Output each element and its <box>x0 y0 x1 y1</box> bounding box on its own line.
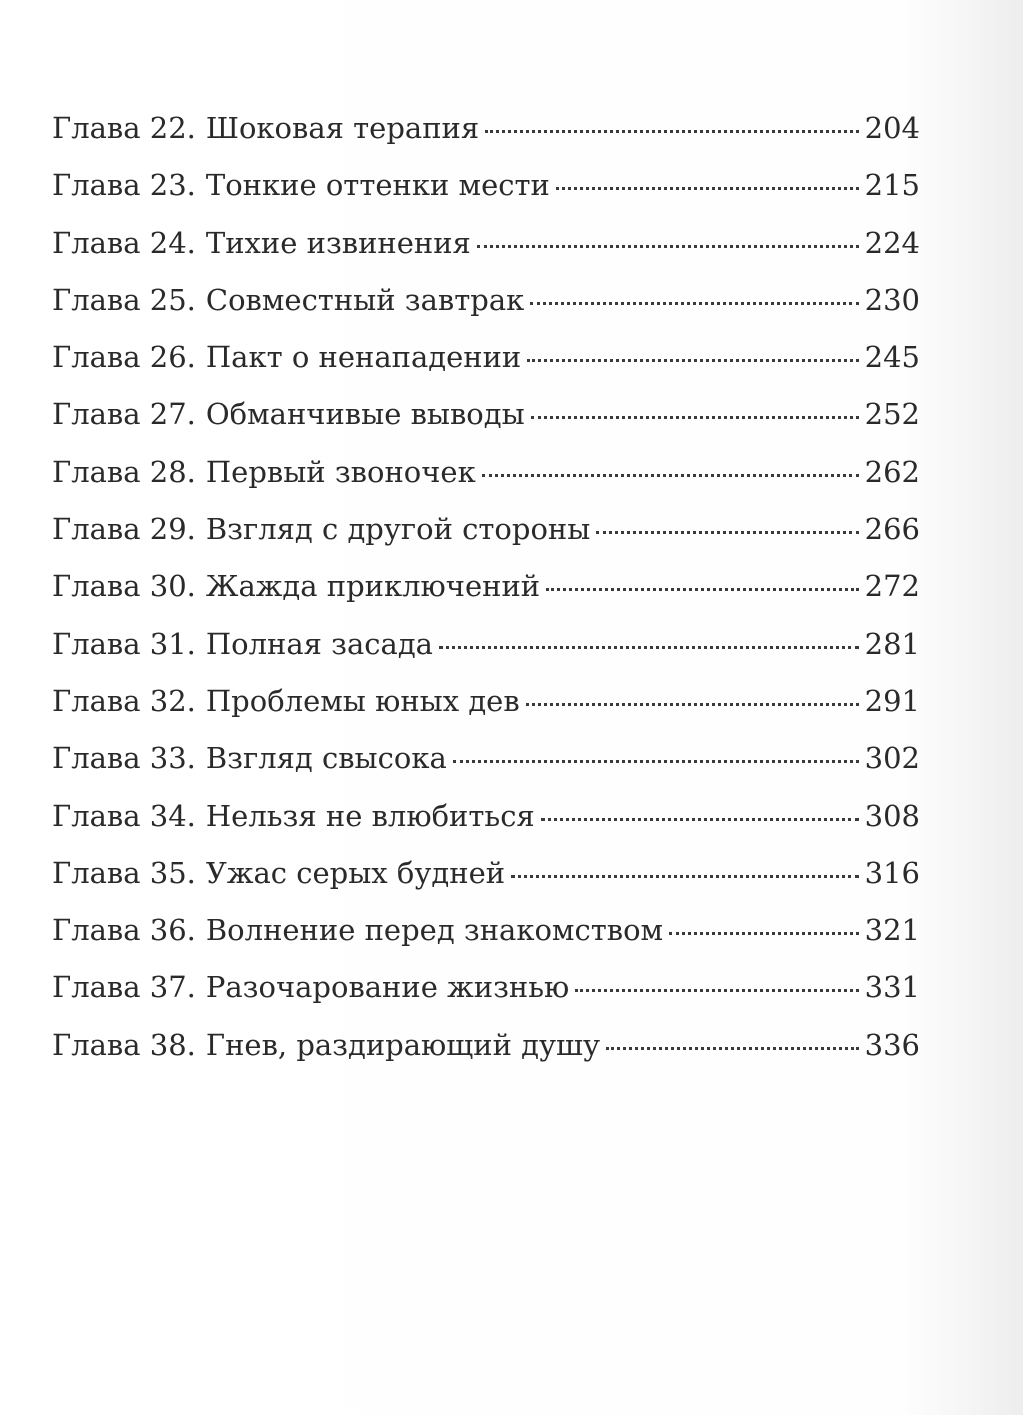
toc-entry-page-number: 224 <box>864 225 920 260</box>
dot-leader <box>575 988 858 992</box>
dot-leader <box>531 415 859 419</box>
dot-leader <box>453 759 859 763</box>
toc-entry-page-number: 321 <box>864 913 920 948</box>
toc-entry-page-number: 215 <box>864 168 920 203</box>
toc-entry-chapter: Глава 36. <box>52 913 196 948</box>
toc-entry <box>52 501 920 558</box>
toc-entry-chapter: Глава 26. <box>52 340 196 375</box>
toc-entry <box>52 845 920 902</box>
toc-entry-page-number: 204 <box>864 111 920 145</box>
toc-entry <box>52 215 920 272</box>
dot-leader <box>546 587 859 591</box>
dot-leader <box>439 645 859 649</box>
toc-entry-page-number: 230 <box>864 282 920 317</box>
dot-leader <box>541 817 859 821</box>
toc-entry-chapter: Глава 32. <box>52 683 196 718</box>
dot-leader <box>477 244 859 248</box>
toc-entry-chapter: Глава 38. <box>52 1027 196 1062</box>
toc-entry <box>52 444 920 501</box>
dot-leader <box>485 129 858 133</box>
toc-entry <box>52 272 920 329</box>
table-of-contents <box>52 100 920 1074</box>
toc-entry <box>52 902 920 959</box>
toc-entry <box>52 100 920 157</box>
toc-entry-title: Взгляд свысока <box>205 741 447 776</box>
toc-entry-page-number: 262 <box>864 454 920 489</box>
toc-entry-page-number: 245 <box>864 340 920 375</box>
toc-entry-chapter: Глава 35. <box>52 855 196 890</box>
toc-entry <box>52 673 920 730</box>
toc-entry-title: Совместный завтрак <box>205 282 525 317</box>
toc-entry-title: Пакт о ненападении <box>205 340 522 375</box>
toc-entry-chapter: Глава 33. <box>52 741 196 776</box>
dot-leader <box>596 530 858 534</box>
toc-entry-chapter: Глава 28. <box>52 454 196 489</box>
toc-entry <box>52 329 920 386</box>
toc-entry-page-number: 316 <box>864 855 920 890</box>
toc-entry-page-number: 281 <box>864 626 920 661</box>
toc-entry-title: Первый звоночек <box>205 454 476 489</box>
dot-leader <box>526 702 859 706</box>
toc-entry-page-number: 291 <box>864 683 920 718</box>
dot-leader <box>482 473 859 477</box>
dot-leader <box>527 358 858 362</box>
dot-leader <box>669 931 859 935</box>
toc-entry-chapter: Глава 27. <box>52 397 196 432</box>
toc-entry-title: Обманчивые выводы <box>205 397 525 432</box>
toc-entry-page-number: 266 <box>864 512 920 547</box>
toc-entry-title: Полная засада <box>205 626 433 661</box>
dot-leader <box>606 1046 859 1050</box>
toc-entry-chapter: Глава 31. <box>52 626 196 661</box>
toc-entry <box>52 1017 920 1074</box>
toc-entry-chapter: Глава 22. <box>52 111 196 145</box>
toc-entry-page-number: 331 <box>864 970 920 1005</box>
dot-leader <box>530 301 858 305</box>
toc-entry-chapter: Глава 23. <box>52 168 196 203</box>
toc-entry <box>52 386 920 443</box>
toc-entry-chapter: Глава 24. <box>52 225 196 260</box>
toc-entry-page-number: 336 <box>864 1027 920 1062</box>
toc-entry-title: Ужас серых будней <box>205 855 506 890</box>
toc-entry-title: Нельзя не влюбиться <box>205 798 535 833</box>
toc-entry-chapter: Глава 29. <box>52 512 196 547</box>
toc-entry-title: Гнев, раздирающий душу <box>205 1027 601 1062</box>
toc-entry-title: Взгляд с другой стороны <box>205 512 591 547</box>
toc-entry-title: Тонкие оттенки мести <box>205 168 550 203</box>
toc-entry-page-number: 302 <box>864 741 920 776</box>
toc-entry-title: Волнение перед знакомством <box>205 913 664 948</box>
toc-entry-chapter: Глава 25. <box>52 282 196 317</box>
dot-leader <box>511 874 859 878</box>
toc-entry-title: Разочарование жизнью <box>205 970 570 1005</box>
toc-entry-chapter: Глава 37. <box>52 970 196 1005</box>
toc-entry-chapter: Глава 34. <box>52 798 196 833</box>
toc-entry-title: Проблемы юных дев <box>205 683 520 718</box>
toc-entry <box>52 157 920 214</box>
toc-entry-page-number: 272 <box>864 569 920 604</box>
toc-entry <box>52 616 920 673</box>
toc-entry-title: Тихие извинения <box>205 225 471 260</box>
toc-entry <box>52 730 920 787</box>
toc-entry-title: Жажда приключений <box>205 569 541 604</box>
toc-entry-title: Шоковая терапия <box>205 111 480 145</box>
toc-entry <box>52 959 920 1016</box>
toc-entry-page-number: 252 <box>864 397 920 432</box>
toc-entry-chapter: Глава 30. <box>52 569 196 604</box>
toc-entry-page-number: 308 <box>864 798 920 833</box>
dot-leader <box>556 186 859 190</box>
toc-entry <box>52 788 920 845</box>
toc-entry <box>52 558 920 615</box>
